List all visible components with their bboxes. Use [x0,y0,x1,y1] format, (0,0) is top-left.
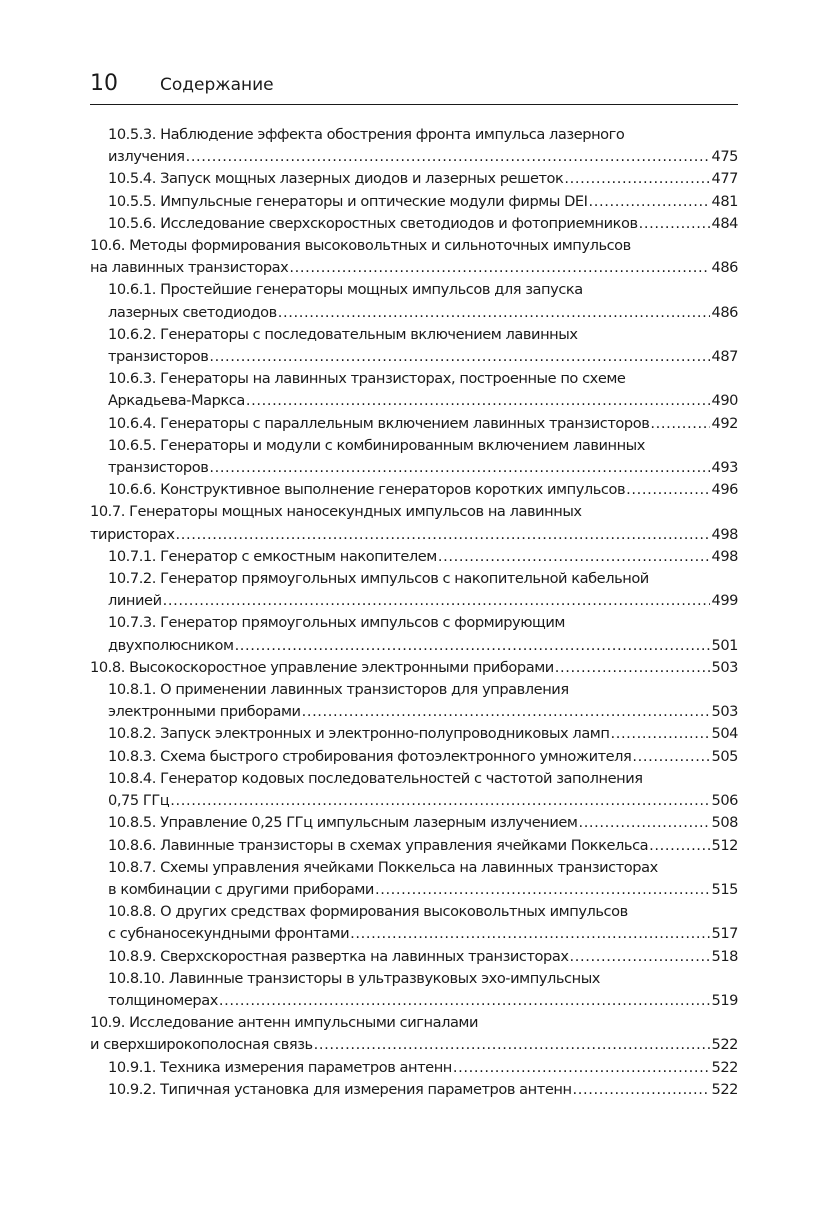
toc-subsection-entry[interactable] [90,968,738,1012]
toc-entry-title-line: двухполюсником [108,636,234,654]
dot-leader [170,790,710,812]
toc-subsection-entry[interactable] [90,1057,738,1079]
dot-leader [632,746,710,768]
dot-leader [314,1034,711,1056]
toc-entry-title-line: линией [108,592,162,610]
toc-entry-title-line: 10.7.2. Генератор прямоугольных импульсов с накопительной кабельной [108,570,649,588]
dot-leader [289,257,710,279]
toc-entry-title-line: 10.8.4. Генератор кодовых последовательностей с частотой заполнения [108,769,643,787]
toc-entry-title-line: 10.7.3. Генератор прямоугольных импульсов с формирующим [108,614,565,632]
toc-subsection-entry[interactable] [90,324,738,368]
toc-entry-title-line: с субнаносекундными фронтами [108,925,350,943]
toc-entry-title-line: 10.5.6. Исследование сверхскоростных светодиодов и фотоприемников [108,214,638,232]
toc-subsection-entry[interactable] [90,612,738,656]
toc-subsection-entry[interactable] [90,546,738,568]
toc-entry-title-line: электронными приборами [108,703,301,721]
toc-entry-title-line: 10.8.3. Схема быстрого стробирования фотоэлектронного умножителя [108,747,632,765]
dot-leader [639,213,711,235]
dot-leader [578,812,710,834]
toc-entry-last-line [108,413,738,435]
toc-entry-title-line: 10.8.1. О применении лавинных транзисторов для управления [108,681,569,699]
page-number: 10 [90,71,118,96]
toc-subsection-entry[interactable] [90,168,738,190]
toc-entry-last-line [108,1079,738,1101]
toc-page-number: 522 [711,1058,738,1076]
toc-page-number: 519 [711,991,738,1009]
toc-page-number: 490 [711,392,738,410]
table-of-contents [90,124,738,1101]
toc-section-entry[interactable] [90,1012,738,1056]
toc-page-number: 522 [711,1080,738,1098]
toc-section-entry[interactable] [90,657,738,679]
dot-leader [246,390,711,412]
toc-entry-title-line: 10.8.8. О других средствах формирования высоковольтных импульсов [108,903,628,921]
toc-subsection-entry[interactable] [90,435,738,479]
toc-entry-title-line: 10.6.1. Простейшие генераторы мощных импульсов для запуска [108,281,583,299]
dot-leader [235,635,711,657]
dot-leader [610,723,710,745]
toc-page-number: 498 [711,547,738,565]
toc-entry-title-line: лазерных светодиодов [108,303,277,321]
toc-entry-last-line [90,524,738,546]
toc-entry-title-line: 10.6. Методы формирования высоковольтных и сильноточных импульсов [90,237,631,255]
toc-page-number: 512 [711,836,738,854]
dot-leader [589,191,711,213]
running-title: Содержание [160,75,274,95]
toc-entry-last-line [108,168,738,190]
dot-leader [555,657,711,679]
toc-subsection-entry[interactable] [90,812,738,834]
toc-entry-last-line [108,923,738,945]
toc-page-number: 486 [711,303,738,321]
dot-leader [350,923,710,945]
toc-subsection-entry[interactable] [90,679,738,723]
toc-entry-title-line: 10.9.1. Техника измерения параметров антенн [108,1058,452,1076]
toc-subsection-entry[interactable] [90,746,738,768]
toc-subsection-entry[interactable] [90,479,738,501]
dot-leader [626,479,710,501]
toc-entry-title-line: 10.8.9. Сверхскоростная развертка на лавинных транзисторах [108,947,569,965]
toc-entry-last-line [90,257,738,279]
page-header [90,70,738,104]
toc-entry-title-line: 10.6.6. Конструктивное выполнение генераторов коротких импульсов [108,481,626,499]
dot-leader [649,835,710,857]
toc-page-number: 515 [711,880,738,898]
toc-entry-title-line: транзисторов [108,348,209,366]
toc-entry-title-line: и сверхширокополосная связь [90,1036,313,1054]
toc-page-number: 477 [711,170,738,188]
toc-subsection-entry[interactable] [90,213,738,235]
toc-page-number: 508 [711,814,738,832]
toc-page-number: 504 [711,725,738,743]
toc-entry-last-line [108,990,738,1012]
toc-entry-title-line: 10.5.3. Наблюдение эффекта обострения фронта импульса лазерного [108,126,625,143]
toc-subsection-entry[interactable] [90,191,738,213]
toc-entry-title-line: 10.7.1. Генератор с емкостным накопителем [108,547,437,565]
dot-leader [219,990,711,1012]
toc-entry-last-line [108,723,738,745]
toc-entry-last-line [108,835,738,857]
toc-entry-title-line: излучения [108,148,185,166]
toc-entry-title-line: 10.6.5. Генераторы и модули с комбинированным включением лавинных [108,436,645,454]
toc-page-number: 487 [711,348,738,366]
toc-subsection-entry[interactable] [90,768,738,812]
toc-subsection-entry[interactable] [90,568,738,612]
toc-page-number: 522 [711,1036,738,1054]
dot-leader [573,1079,711,1101]
toc-entry-last-line [108,457,738,479]
toc-subsection-entry[interactable] [90,1079,738,1101]
toc-subsection-entry[interactable] [90,279,738,323]
toc-entry-title-line: 10.9.2. Типичная установка для измерения параметров антенн [108,1080,572,1098]
toc-page-number: 518 [711,947,738,965]
toc-page-number: 501 [711,636,738,654]
toc-page-number: 498 [711,525,738,543]
toc-entry-last-line [108,790,738,812]
toc-subsection-entry[interactable] [90,835,738,857]
toc-page-number: 506 [711,792,738,810]
toc-entry-last-line [108,590,738,612]
dot-leader [163,590,711,612]
toc-entry-last-line [108,302,738,324]
toc-entry-title-line: в комбинации с другими приборами [108,880,374,898]
toc-entry-last-line [108,946,738,968]
toc-entry-last-line [108,812,738,834]
toc-entry-last-line [108,1057,738,1079]
toc-entry-title-line: на лавинных транзисторах [90,259,289,277]
dot-leader [453,1057,711,1079]
toc-entry-title-line: транзисторов [108,459,209,477]
toc-entry-last-line [90,657,738,679]
toc-section-entry[interactable] [90,235,738,279]
toc-page-number: 486 [711,259,738,277]
toc-entry-last-line [108,546,738,568]
toc-page-number: 481 [711,192,738,210]
toc-entry-title-line: Аркадьева-Маркса [108,392,245,410]
toc-subsection-entry[interactable] [90,946,738,968]
toc-entry-title-line: 10.8.7. Схемы управления ячейками Поккельса на лавинных транзисторах [108,858,658,876]
toc-entry-title-line: 10.5.4. Запуск мощных лазерных диодов и лазерных решеток [108,170,564,188]
dot-leader [438,546,711,568]
toc-subsection-entry[interactable] [90,901,738,945]
toc-entry-last-line [108,746,738,768]
toc-entry-title-line: 10.6.4. Генераторы с параллельным включением лавинных транзисторов [108,414,650,432]
dot-leader [278,302,711,324]
dot-leader [302,701,711,723]
dot-leader [564,168,710,190]
toc-page-number: 517 [711,925,738,943]
toc-entry-last-line [108,213,738,235]
dot-leader [209,457,710,479]
toc-entry-last-line [108,146,738,168]
toc-subsection-entry[interactable] [90,124,738,168]
toc-page-number: 484 [711,214,738,232]
dot-leader [570,946,711,968]
toc-subsection-entry[interactable] [90,413,738,435]
dot-leader [186,146,711,168]
toc-subsection-entry[interactable] [90,723,738,745]
toc-entry-last-line [108,701,738,723]
toc-entry-last-line [108,879,738,901]
toc-entry-title-line: 10.8.5. Управление 0,25 ГГц импульсным лазерным излучением [108,814,578,832]
dot-leader [176,524,711,546]
toc-entry-last-line [108,346,738,368]
toc-section-entry[interactable] [90,501,738,545]
dot-leader [209,346,710,368]
toc-page-number: 475 [711,148,738,166]
toc-entry-title-line: 10.5.5. Импульсные генераторы и оптические модули фирмы DEI [108,192,588,210]
toc-entry-title-line: 10.9. Исследование антенн импульсными сигналами [90,1014,479,1032]
toc-entry-title-line: толщиномерах [108,991,218,1009]
toc-entry-last-line [108,191,738,213]
toc-entry-last-line [108,390,738,412]
header-rule [90,104,738,105]
toc-entry-last-line [108,635,738,657]
toc-entry-title-line: 10.6.3. Генераторы на лавинных транзисторах, построенные по схеме [108,370,626,388]
toc-page-number: 493 [711,459,738,477]
toc-entry-title-line: 10.8. Высокоскоростное управление электронными приборами [90,658,554,676]
toc-page-number: 505 [711,747,738,765]
toc-subsection-entry[interactable] [90,857,738,901]
toc-entry-last-line [108,479,738,501]
dot-leader [650,413,710,435]
toc-page-number: 492 [711,414,738,432]
toc-entry-last-line [90,1034,738,1056]
toc-entry-title-line: 10.8.10. Лавинные транзисторы в ультразвуковых эхо-импульсных [108,969,600,987]
toc-page-number: 503 [711,658,738,676]
toc-entry-title-line: 10.7. Генераторы мощных наносекундных импульсов на лавинных [90,503,582,521]
toc-entry-title-line: 10.8.6. Лавинные транзисторы в схемах управления ячейками Поккельса [108,836,649,854]
dot-leader [375,879,711,901]
toc-entry-title-line: 10.6.2. Генераторы с последовательным включением лавинных [108,325,578,343]
toc-entry-title-line: 0,75 ГГц [108,792,170,810]
toc-entry-title-line: 10.8.2. Запуск электронных и электронно-полупроводниковых ламп [108,725,610,743]
toc-page-number: 503 [711,703,738,721]
toc-entry-title-line: тиристорах [90,525,175,543]
toc-page-number: 499 [711,592,738,610]
toc-page-number: 496 [711,481,738,499]
toc-subsection-entry[interactable] [90,368,738,412]
